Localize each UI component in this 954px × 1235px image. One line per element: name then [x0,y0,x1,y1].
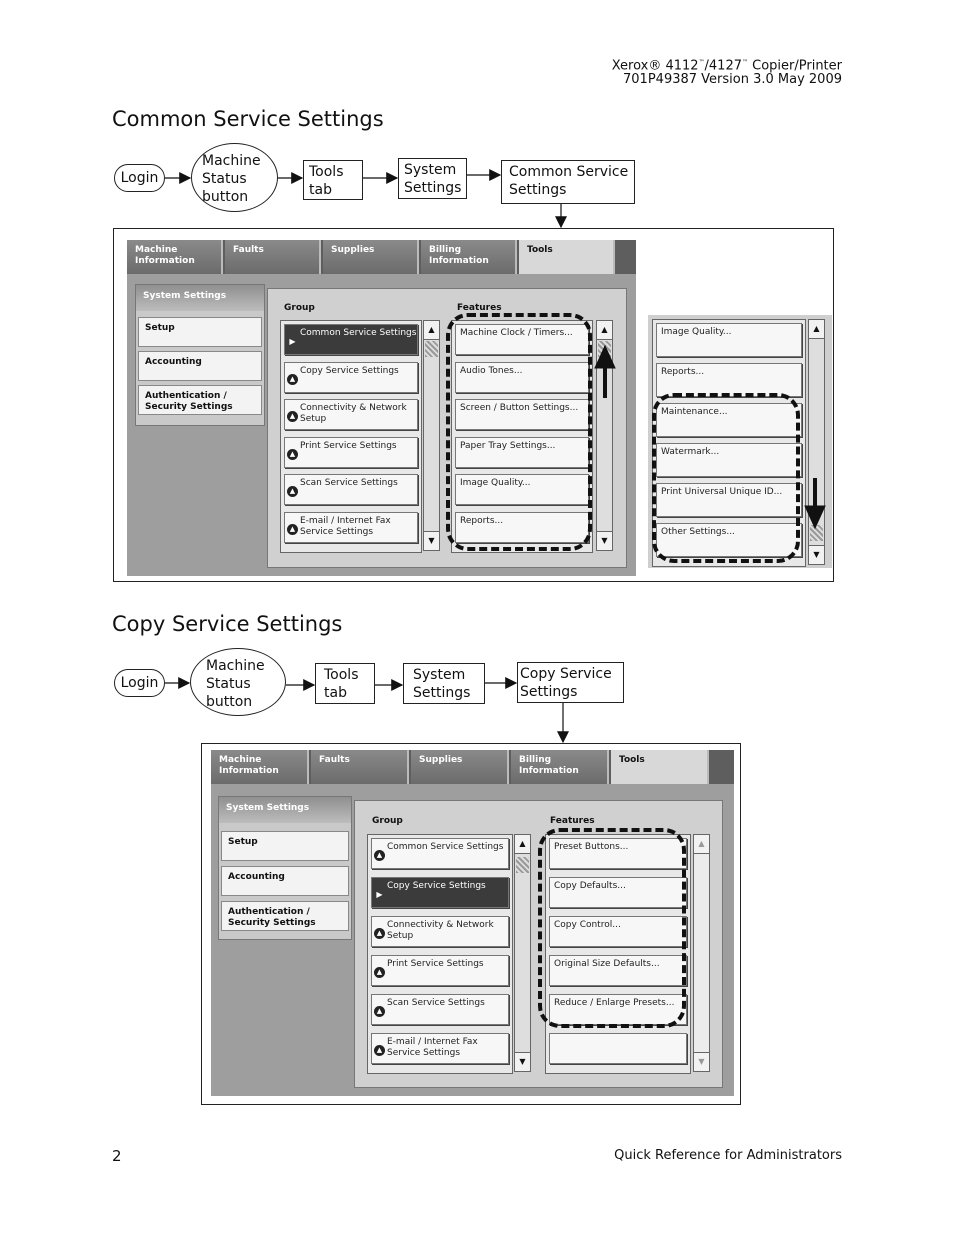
features-label: Features [457,303,502,313]
accounting-button[interactable]: Accounting [138,351,262,381]
scroll-up-icon[interactable]: ▲ [515,835,530,854]
group-item-label: Common Service Settings [387,842,504,852]
triangle-up-circle-icon: ▲ [374,967,385,978]
group-item-label: Common Service Settings [300,328,417,338]
group-label: Group [372,816,403,826]
feature-item-label: Reduce / Enlarge Presets... [554,998,675,1008]
group-item-label: E-mail / Internet Fax [300,515,391,526]
scroll-down-icon[interactable]: ▼ [424,531,439,550]
tab-billing-information[interactable]: Billing Information [421,240,517,274]
feature-item-label: Audio Tones... [460,365,523,376]
authentication-security-button[interactable]: Authentication / Security Settings [221,901,349,931]
triangle-up-circle-icon: ▲ [287,486,298,497]
feature-item-label: Copy Control... [554,920,621,930]
section-title-copy: Copy Service Settings [112,612,343,636]
flow-tools-tab: Tools tab [303,160,363,200]
feature-item-label: Image Quality... [661,327,732,337]
group-item-label: Connectivity & Network Setup [300,403,407,424]
scroll-down-icon[interactable]: ▼ [694,1052,709,1071]
triangle-up-circle-icon: ▲ [374,928,385,939]
tab-billing-information[interactable]: Billing Information [511,750,609,784]
flow-login-2: Login [114,669,165,697]
group-item-label: Print Service Settings [387,959,484,969]
product-name: Xerox® 4112™/4127™ Copier/Printer [611,58,842,74]
feature-item-label: Paper Tray Settings... [460,440,556,451]
feature-item-label: Other Settings... [661,527,735,537]
triangle-up-circle-icon: ▲ [287,374,298,385]
flow-copy-service: Copy Service Settings [517,662,624,703]
triangle-right-icon: ▶ [376,890,383,899]
scroll-up-icon[interactable]: ▲ [424,321,439,340]
setup-button[interactable]: Setup [221,831,349,861]
authentication-security-button[interactable]: Authentication / Security Settings [138,385,262,415]
feature-item-label: Preset Buttons... [554,842,629,852]
scroll-up-icon[interactable]: ▲ [597,321,612,340]
feature-item-label: Original Size Defaults... [554,959,660,969]
tab-faults[interactable]: Faults [225,240,321,274]
feature-item-label: Maintenance... [661,407,728,417]
group-item-label: Copy Service Settings [387,881,486,891]
tab-machine-information[interactable]: Machine Information [127,240,223,274]
group-item-label: Connectivity & Network Setup [387,920,494,941]
flow-common-service: Common Service Settings [501,160,635,204]
system-settings-title: System Settings [136,285,264,311]
flow-machine-status-2: Machine Status button [190,648,286,716]
page-number: 2 [112,1147,122,1165]
group-item-label: Print Service Settings [300,440,397,451]
tab-supplies[interactable]: Supplies [323,240,419,274]
tab-tools[interactable]: Tools [611,750,709,784]
triangle-right-icon: ▶ [289,337,296,346]
feature-item-label: Watermark... [661,447,720,457]
flow-machine-status: Machine Status button [191,143,278,212]
section-title-common: Common Service Settings [112,107,384,131]
group-item-label: Scan Service Settings [300,478,398,488]
scroll-down-icon[interactable]: ▼ [809,545,824,564]
feature-item-label: Copy Defaults... [554,881,626,891]
triangle-up-circle-icon: ▲ [374,1006,385,1017]
flow-system-settings: System Settings [398,158,467,199]
doc-title-footer: Quick Reference for Administrators [614,1148,842,1163]
accounting-button[interactable]: Accounting [221,866,349,896]
doc-version: 701P49387 Version 3.0 May 2009 [623,72,842,88]
group-item-label-line2: Service Settings [300,526,374,537]
tab-machine-information[interactable]: Machine Information [211,750,309,784]
group-item-label: Copy Service Settings [300,365,399,376]
group-label: Group [284,303,315,313]
triangle-up-circle-icon: ▲ [374,1045,385,1056]
group-item-label: Scan Service Settings [387,998,485,1008]
scroll-down-icon[interactable]: ▼ [515,1052,530,1071]
flow-login: Login [114,164,165,192]
scroll-up-icon[interactable]: ▲ [809,320,824,339]
scroll-up-icon[interactable]: ▲ [694,835,709,854]
features-label: Features [550,816,595,826]
group-item-label: E-mail / Internet Fax [387,1037,478,1047]
flow-system-settings-2: System Settings [403,663,485,704]
triangle-up-circle-icon: ▲ [287,411,298,422]
tab-supplies[interactable]: Supplies [411,750,509,784]
feature-item-label: Print Universal Unique ID... [661,487,783,497]
tab-faults[interactable]: Faults [311,750,409,784]
feature-item-label: Image Quality... [460,478,531,488]
tab-tools[interactable]: Tools [519,240,615,274]
feature-item-label: Reports... [661,367,705,377]
group-item-label-line2: Service Settings [387,1048,461,1058]
feature-item-label: Screen / Button Settings... [460,403,579,413]
flow-tools-tab-2: Tools tab [315,663,375,704]
feature-item-label: Reports... [460,515,504,526]
scroll-down-icon[interactable]: ▼ [597,531,612,550]
triangle-up-circle-icon: ▲ [287,449,298,460]
setup-button[interactable]: Setup [138,317,262,347]
triangle-up-circle-icon: ▲ [287,524,298,535]
feature-item-label: Machine Clock / Timers... [460,328,573,338]
system-settings-title: System Settings [219,797,351,823]
triangle-up-circle-icon: ▲ [374,850,385,861]
